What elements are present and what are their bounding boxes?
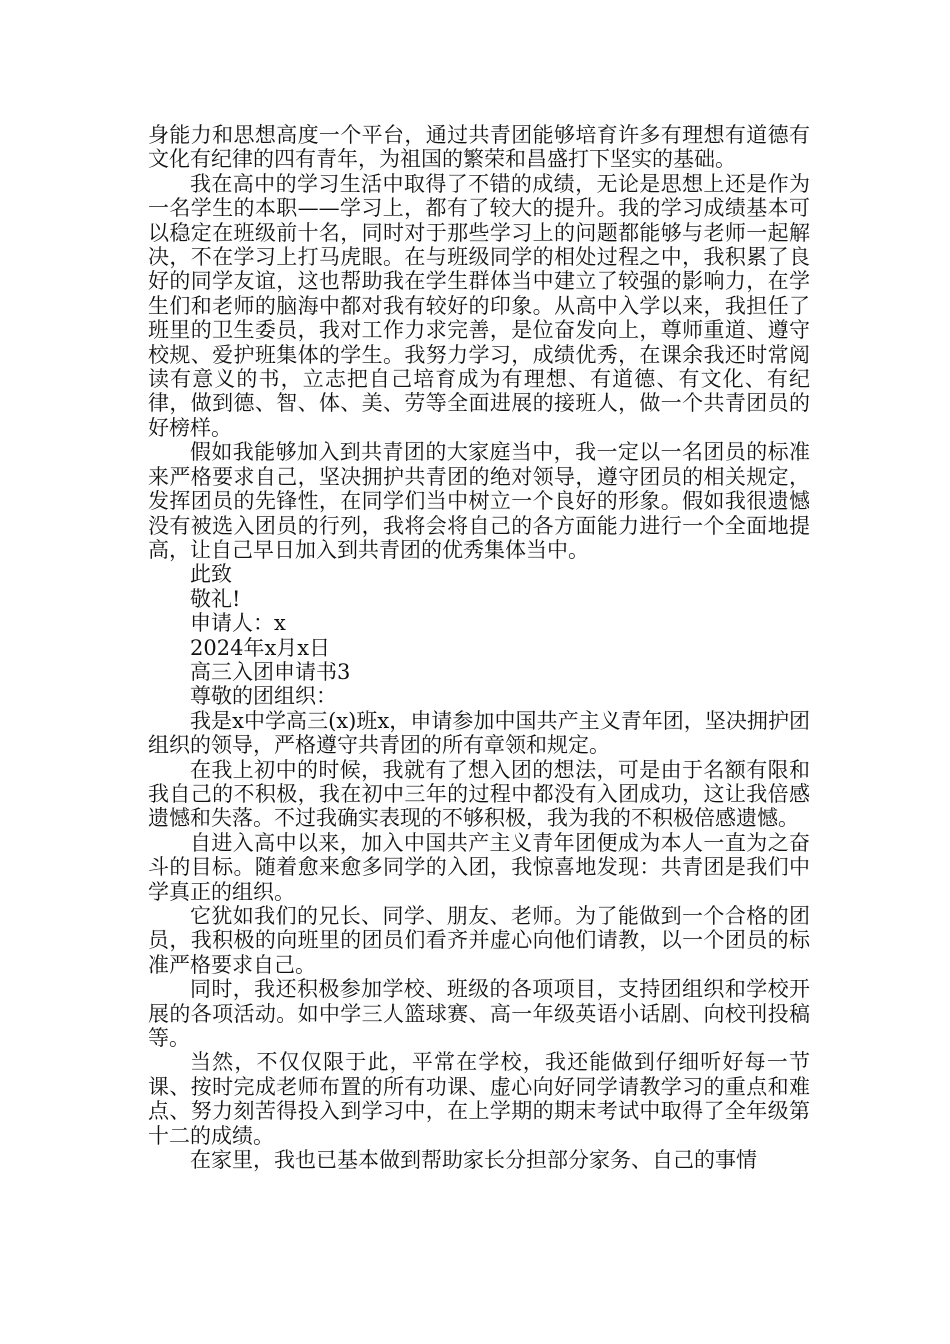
paragraph-achievements: 我在高中的学习生活中取得了不错的成绩，无论是思想上还是作为一名学生的本职——学习上，都有了较大的提升。我的学习成绩基本可以稳定在班级前十名，同时对于那些学习上的问题都能够与老师一起解决，不在学习上打马虎眼。在与班级同学的相处过程之中，我积累了良好的同学友谊，这也帮助我在学生群体当中建立了较强的影响力，在学生们和老师的脑海中都对我有较好的印象。从高中入学以来，我担任了班里的卫生委员，我对工作力求完善，是位奋发向上，尊师重道、遵守校规、爱护班集体的学生。我努力学习，成绩优秀，在课余我还时常阅读有意义的书，立志把自己培育成为有理想、有道德、有文化、有纪律，做到德、智、体、美、劳等全面进展的接班人，做一个共青团员的好榜样。 [148, 171, 810, 440]
paragraph-home: 在家里，我也已基本做到帮助家长分担部分家务、自己的事情 [190, 1148, 757, 1173]
application-date: 2024年x月x日 [190, 635, 331, 660]
paragraph-activities: 同时，我还积极参加学校、班级的各项项目，支持团组织和学校开展的各项活动。如中学三人篮球赛、高一年级英语小话剧、向校刊投稿等。 [148, 977, 810, 1051]
paragraph-middle-school: 在我上初中的时候，我就有了想入团的想法，可是由于名额有限和我自己的不积极，我在初中三年的过程中都没有入团成功，这让我倍感遗憾和失落。不过我确实表现的不够积极，我为我的不积极倍感遗憾。 [148, 757, 810, 831]
closing-regards: 敬礼! [190, 586, 241, 611]
greeting: 尊敬的团组织： [190, 684, 337, 709]
paragraph-introduction: 我是x中学高三(x)班x，申请参加中国共产主义青年团，坚决拥护团组织的领导，严格遵守共青团的所有章领和规定。 [148, 708, 810, 758]
paragraph-continuation: 身能力和思想高度一个平台，通过共青团能够培育许多有理想有道德有文化有纪律的四有青年，为祖国的繁荣和昌盛打下坚实的基础。 [148, 123, 810, 172]
paragraph-high-school-goal: 自进入高中以来，加入中国共产主义青年团便成为本人一直为之奋斗的目标。随着愈来愈多同学的入团，我惊喜地发现：共青团是我们中学真正的组织。 [148, 830, 810, 904]
applicant-signature: 申请人：x [190, 611, 286, 636]
closing-salutation: 此致 [190, 562, 232, 587]
paragraph-league-role: 它犹如我们的兄长、同学、朋友、老师。为了能做到一个合格的团员，我积极的向班里的团员们看齐并虚心向他们请教，以一个团员的标准严格要求自己。 [148, 904, 810, 977]
paragraph-study: 当然，不仅仅限于此，平常在学校，我还能做到仔细听好每一节课、按时完成老师布置的所有功课、虚心向好同学请教学习的重点和难点、努力刻苦得投入到学习中，在上学期的期末考试中取得了全年级第十二的成绩。 [148, 1050, 810, 1148]
document-page [148, 123, 810, 1172]
section-title: 高三入团申请书3 [190, 659, 351, 684]
paragraph-commitment: 假如我能够加入到共青团的大家庭当中，我一定以一名团员的标准来严格要求自己，坚决拥护共青团的绝对领导，遵守团员的相关规定，发挥团员的先锋性，在同学们当中树立一个良好的形象。假如我很遗憾没有被选入团员的行列，我将会将自己的各方面能力进行一个全面地提高，让自己早日加入到共青团的优秀集体当中。 [148, 440, 810, 562]
